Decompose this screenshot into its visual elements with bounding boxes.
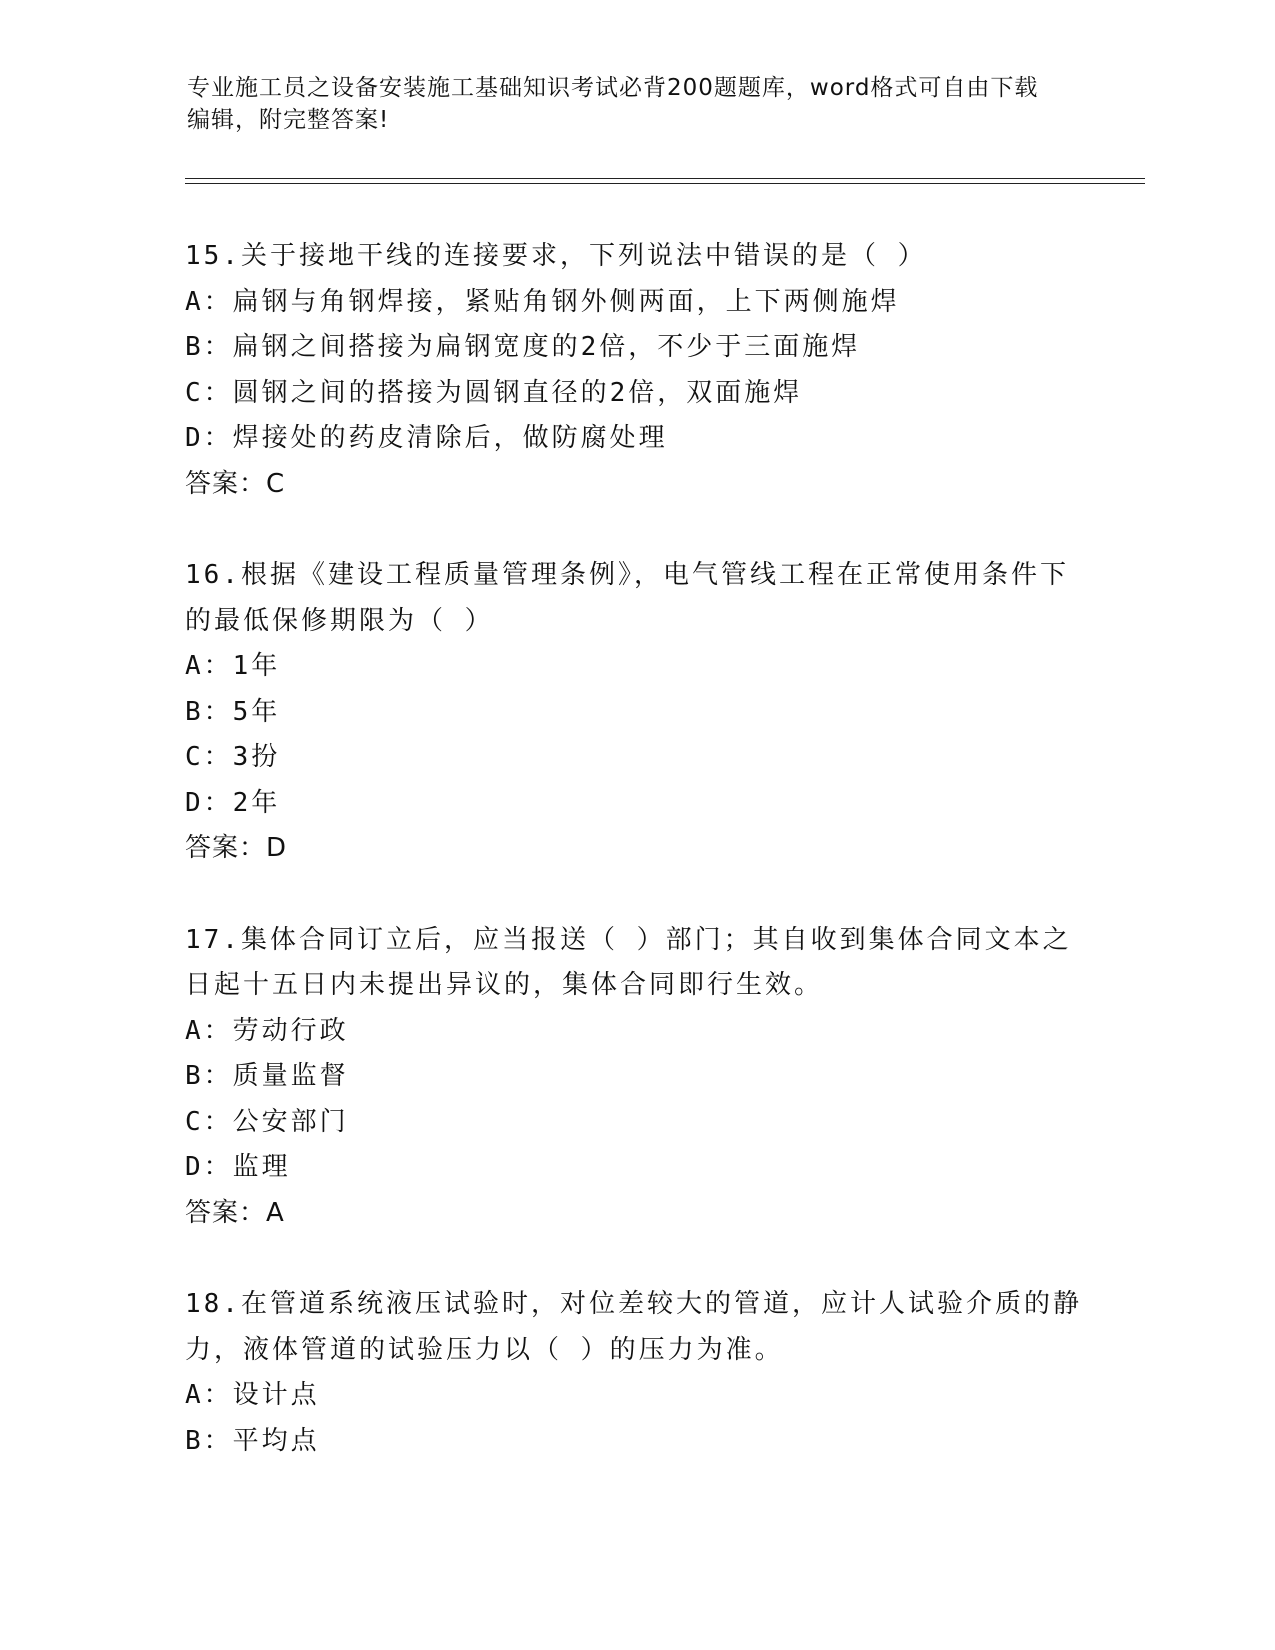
answer-line: 答案：C [185, 468, 286, 499]
answer-line: 答案：D [185, 833, 288, 863]
question-stem: 15.关于接地干线的连接要求，下列说法中错误的是（ ） [185, 241, 927, 271]
question-18 [185, 1282, 1085, 1464]
option-a: A：设计点 [185, 1380, 320, 1410]
option-a: A：1年 [185, 651, 281, 681]
header-divider-bottom [185, 183, 1145, 184]
answer-line: 答案：A [185, 1197, 285, 1228]
question-16 [185, 553, 1085, 872]
question-list [185, 234, 1085, 1510]
option-c: C：圆钢之间的搭接为圆钢直径的2倍，双面施焊 [185, 377, 803, 408]
option-c: C：3扮 [185, 742, 281, 772]
option-b: B：扁钢之间搭接为扁钢宽度的2倍，不少于三面施焊 [185, 332, 861, 362]
document-header [187, 72, 1077, 136]
question-stem: 17.集体合同订立后，应当报送（ ）部门；其自收到集体合同文本之 [185, 924, 1072, 955]
header-title-line-1: 专业施工员之设备安装施工基础知识考试必背200题题库，word格式可自由下载 [187, 75, 1039, 101]
question-15 [185, 234, 1085, 507]
option-b: B：质量监督 [185, 1061, 349, 1091]
question-stem: 16.根据《建设工程质量管理条例》，电气管线工程在正常使用条件下 [185, 560, 1069, 590]
header-divider-top [185, 178, 1145, 179]
option-d: D：监理 [185, 1152, 291, 1182]
option-d: D：焊接处的药皮清除后，做防腐处理 [185, 423, 668, 453]
option-a: A：劳动行政 [185, 1015, 349, 1046]
option-c: C：公安部门 [185, 1106, 349, 1137]
question-stem-continued: 力，液体管道的试验压力以（ ）的压力为准。 [185, 1334, 784, 1365]
option-a: A：扁钢与角钢焊接，紧贴角钢外侧两面，上下两侧施焊 [185, 286, 900, 317]
header-title-line-2: 编辑，附完整答案! [187, 107, 390, 133]
question-stem-continued: 日起十五日内未提出异议的，集体合同即行生效。 [185, 970, 824, 1000]
question-17 [185, 918, 1085, 1237]
question-stem-continued: 的最低保修期限为（ ） [185, 605, 494, 636]
option-b: B：5年 [185, 696, 281, 727]
option-d: D：2年 [185, 787, 281, 818]
option-b: B：平均点 [185, 1425, 320, 1456]
question-stem: 18.在管道系统液压试验时，对位差较大的管道，应计人试验介质的静 [185, 1289, 1082, 1319]
